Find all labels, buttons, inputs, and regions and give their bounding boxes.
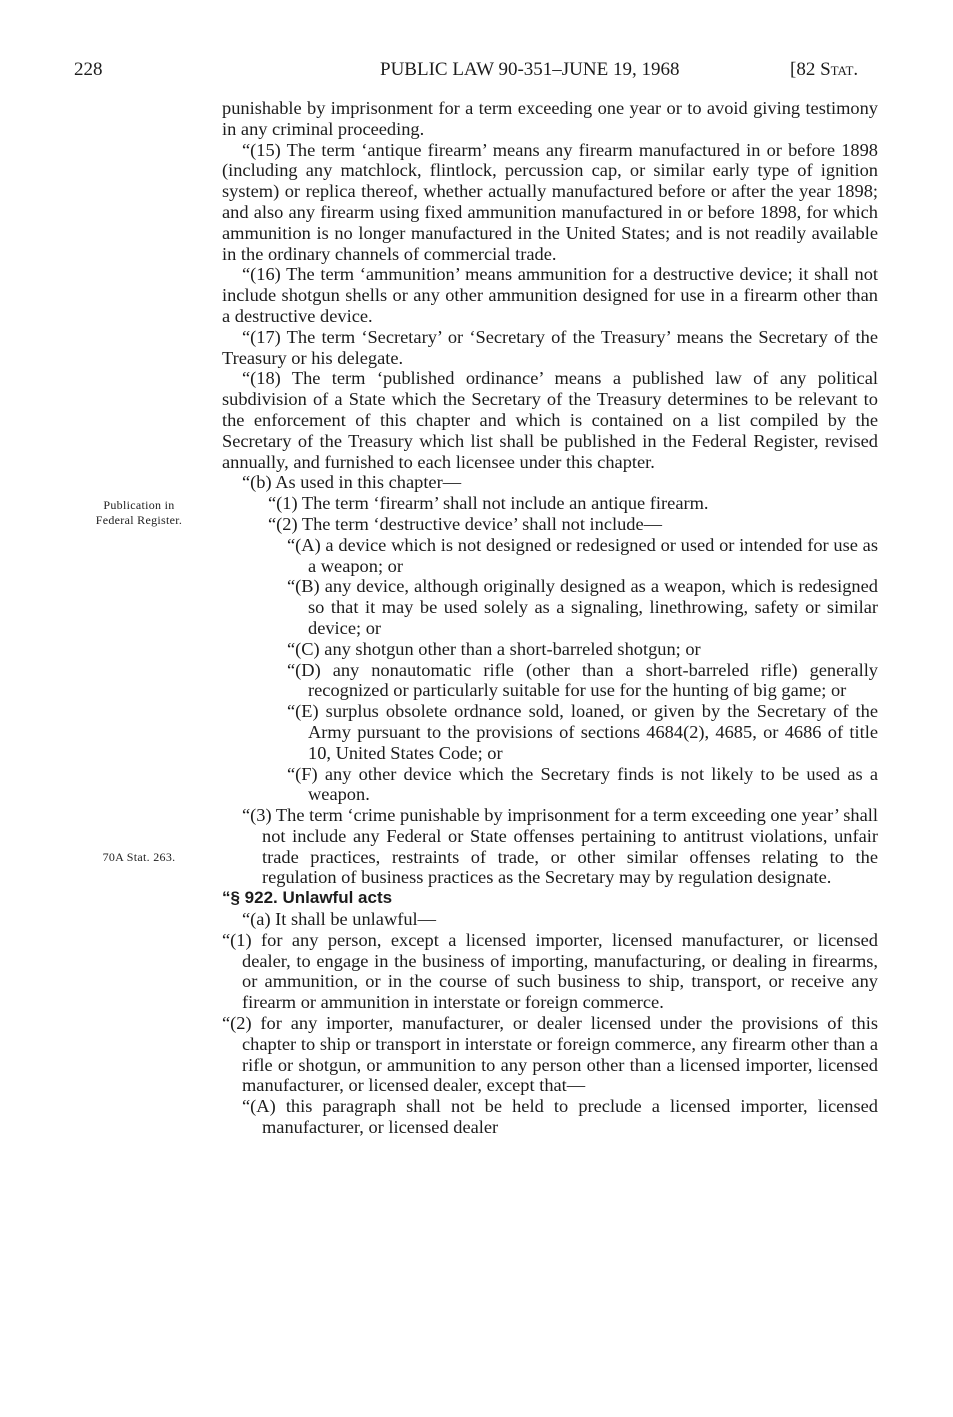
paragraph-b2-D: “(D) any nonautomatic rifle (other than a short-barreled rifle) generally recognized or particularly suitable for use for the hunting of big game; or	[287, 659, 878, 701]
paragraph-a2: “(2) for any importer, manufacturer, or dealer licensed under the provisions of this chapter to ship or transport in interstate or foreign commerce, any firearm other than a rifle or shotgun, or ammunition to any person other than a licensed importer, licensed manufacturer, or licensed dealer, except that—	[222, 1013, 878, 1096]
statute-reference	[790, 58, 858, 82]
section-heading-922: “§ 922. Unlawful acts	[222, 888, 393, 908]
paragraph-b3: “(3) The term ‘crime punishable by imprisonment for a term exceeding one year’ shall not include any Federal or State offenses pertaining to antitrust violations, unfair trade practices, restraints of trade, or other similar offenses relating to the regulation of business practices as the Secretary may by regulation designate.	[242, 805, 878, 888]
paragraph-16: “(16) The term ‘ammunition’ means ammunition for a destructive device; it shall not include shotgun shells or any other ammunition designed for use in a firearm other than a destructive device.	[222, 264, 878, 326]
paragraph-b2: “(2) The term ‘destructive device’ shall not include—	[268, 513, 663, 534]
margin-note-stat-ref: 70A Stat. 263.	[102, 850, 176, 864]
paragraph-b2-F: “(F) any other device which the Secretary finds is not likely to be used as a weapon.	[287, 763, 878, 805]
page-number: 228	[74, 59, 103, 80]
paragraph-b1: “(1) The term ‘firearm’ shall not include an antique firearm.	[268, 493, 709, 514]
paragraph-15: “(15) The term ‘antique firearm’ means any firearm manufactured in or before 1898 (including any matchlock, flintlock, percussion cap, or similar early type of ignition system) or replica thereof, whether actually manufactured before or after the year 1898; and also any firearm using fixed ammunition manufactured in or before 1898, for which ammunition is no longer manufactured in the United States; and is not readily available in the ordinary channels of commercial trade.	[222, 139, 878, 264]
paragraph-a2-A: “(A) this paragraph shall not be held to preclude a licensed importer, licensed manufacturer, or licensed dealer	[242, 1096, 878, 1138]
paragraph-b2-B: “(B) any device, although originally designed as a weapon, which is redesigned so that it may be used solely as a signaling, linethrowing, safety or similar device; or	[287, 576, 878, 638]
paragraph-b: “(b) As used in this chapter—	[242, 472, 462, 493]
paragraph-b2-E: “(E) surplus obsolete ordnance sold, loaned, or given by the Secretary of the Army pursuant to the provisions of sections 4684(2), 4685, or 4686 of title 10, United States Code; or	[287, 701, 878, 763]
margin-note-line: Publication in	[103, 498, 175, 512]
margin-note-line: Federal Register.	[95, 513, 183, 527]
paragraph-a1: “(1) for any person, except a licensed importer, licensed manufacturer, or licensed dealer, to engage in the business of importing, manufacturing, or dealing in firearms, or ammunition, or in the course of such business to ship, transport, or receive any firearm or ammunition in interstate or foreign commerce.	[222, 929, 878, 1013]
stat-prefix: [82	[790, 59, 821, 80]
paragraph-18: “(18) The term ‘published ordinance’ means a published law of any political subdivision of a State which the Secretary of the Treasury determines to be relevant to the enforcement of this chapter and which is contained on a list compiled by the Secretary of the Treasury which list shall be published in the Federal Register, revised annually, and furnished to each licensee under this chapter.	[222, 368, 878, 472]
paragraph-b2-C: “(C) any shotgun other than a short-barreled shotgun; or	[287, 638, 701, 659]
statute-text	[222, 98, 878, 1138]
paragraph-17: “(17) The term ‘Secretary’ or ‘Secretary of the Treasury’ means the Secretary of the Treasury or his delegate.	[222, 326, 878, 368]
running-title: PUBLIC LAW 90-351–JUNE 19, 1968	[380, 59, 680, 80]
paragraph-b2-A: “(A) a device which is not designed or redesigned or used or intended for use as a weapon; or	[287, 534, 878, 576]
paragraph-a: “(a) It shall be unlawful—	[242, 909, 437, 930]
margin-note-publication	[64, 498, 214, 528]
stat-label: Stat.	[820, 59, 859, 80]
paragraph-continued: punishable by imprisonment for a term exceeding one year or to avoid giving testimony in any criminal proceeding.	[222, 98, 878, 139]
